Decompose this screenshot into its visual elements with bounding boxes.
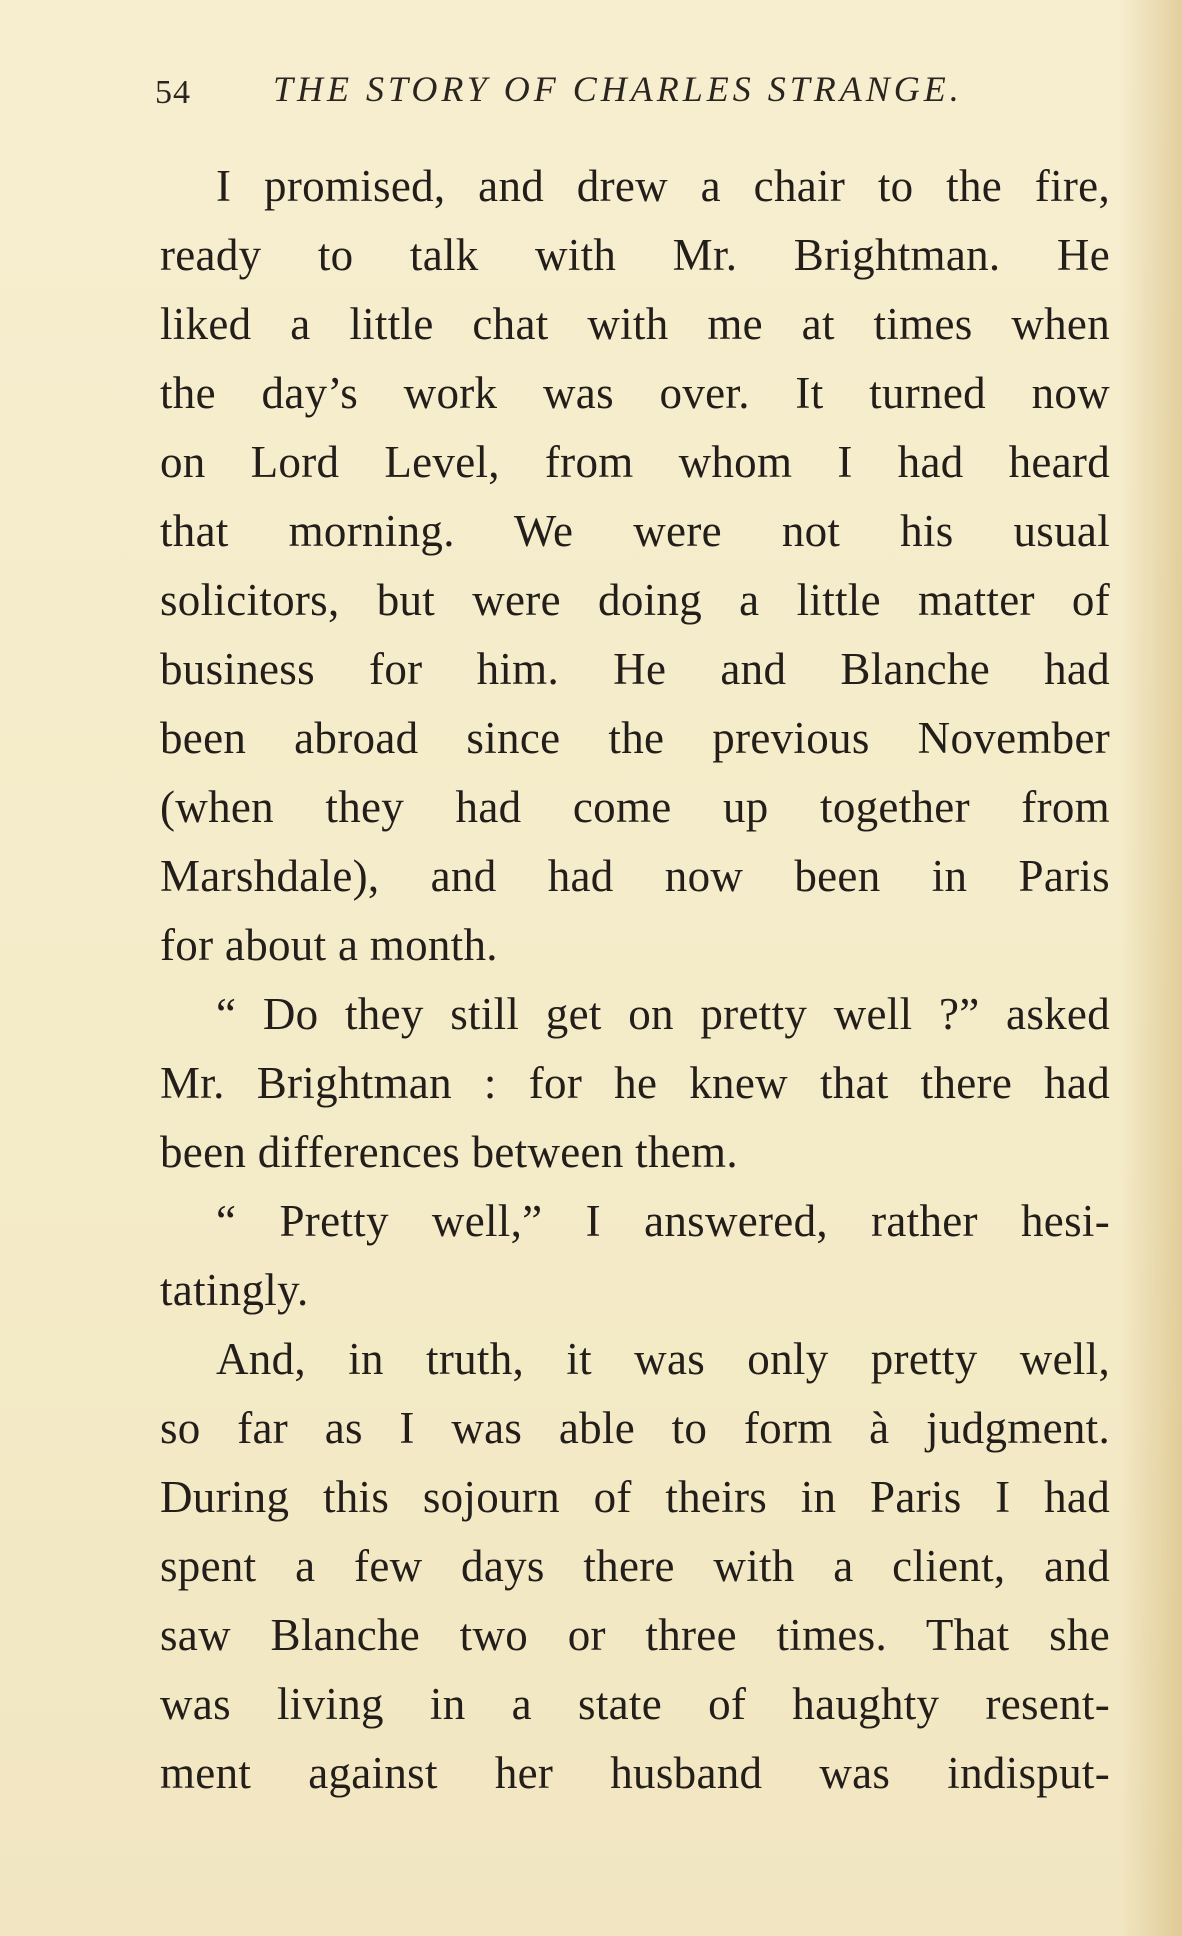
page-header bbox=[155, 62, 1025, 122]
text-line: saw Blanche two or three times. That she bbox=[160, 1610, 1110, 1660]
text-line: for about a month. bbox=[160, 920, 498, 970]
text-line: so far as I was able to form à judgment. bbox=[160, 1403, 1110, 1453]
running-title: THE STORY OF CHARLES STRANGE. bbox=[273, 69, 963, 109]
text-line: Mr. Brightman : for he knew that there had bbox=[160, 1058, 1110, 1108]
text-line: I promised, and drew a chair to the fire, bbox=[216, 161, 1110, 211]
text-line: ready to talk with Mr. Brightman. He bbox=[160, 230, 1110, 280]
body-text bbox=[160, 152, 1110, 1808]
text-line: “ Do they still get on pretty well ?” asked bbox=[216, 989, 1110, 1039]
text-line: that morning. We were not his usual bbox=[160, 506, 1110, 556]
text-line: spent a few days there with a client, and bbox=[160, 1541, 1110, 1591]
text-line: (when they had come up together from bbox=[160, 782, 1110, 832]
text-line: on Lord Level, from whom I had heard bbox=[160, 437, 1110, 487]
text-line: tatingly. bbox=[160, 1265, 309, 1315]
text-line: been differences between them. bbox=[160, 1127, 738, 1177]
text-line: Marshdale), and had now been in Paris bbox=[160, 851, 1110, 901]
text-line: And, in truth, it was only pretty well, bbox=[216, 1334, 1110, 1384]
text-line: the day’s work was over. It turned now bbox=[160, 368, 1110, 418]
text-line: liked a little chat with me at times when bbox=[160, 299, 1110, 349]
text-line: During this sojourn of theirs in Paris I had bbox=[160, 1472, 1110, 1522]
text-line: been abroad since the previous November bbox=[160, 713, 1110, 763]
text-line: solicitors, but were doing a little matter of bbox=[160, 575, 1110, 625]
text-line: ment against her husband was indisput- bbox=[160, 1748, 1110, 1798]
text-line: was living in a state of haughty resent- bbox=[160, 1679, 1110, 1729]
text-line: “ Pretty well,” I answered, rather hesi- bbox=[216, 1196, 1110, 1246]
text-line: business for him. He and Blanche had bbox=[160, 644, 1110, 694]
page-number: 54 bbox=[155, 74, 191, 111]
